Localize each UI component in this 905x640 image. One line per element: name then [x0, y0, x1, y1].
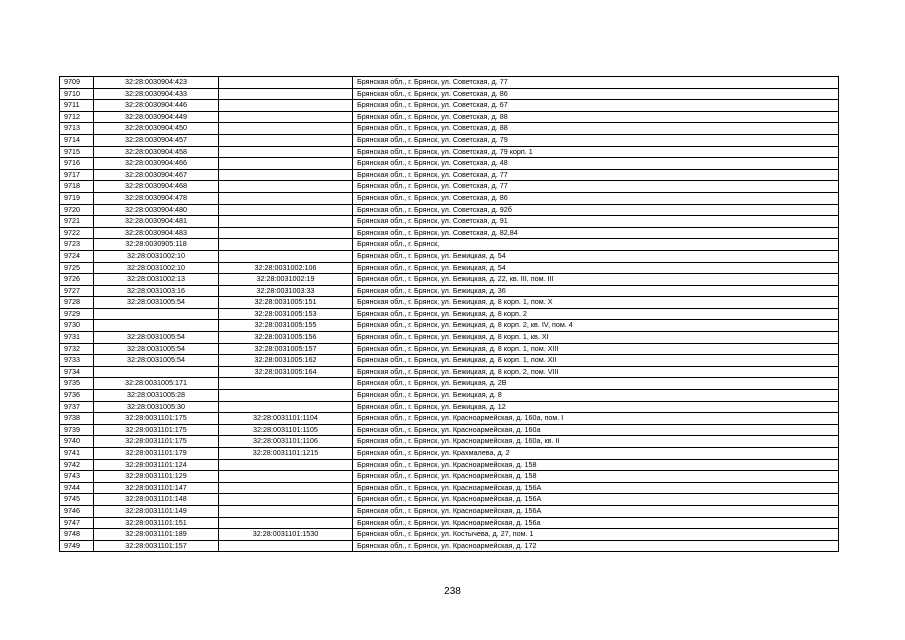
object-number-cell: 32:28:0031101:1105 — [219, 424, 353, 436]
object-number-cell: 32:28:0031101:1530 — [219, 529, 353, 541]
row-number-cell: 9749 — [60, 540, 94, 552]
table-row — [60, 274, 839, 286]
address-cell: Брянская обл., г. Брянск, ул. Красноармейская, д. 158 — [353, 471, 839, 483]
row-number-cell: 9747 — [60, 517, 94, 529]
cadastral-number-cell: 32:28:0030904:467 — [94, 169, 219, 181]
object-number-cell — [219, 378, 353, 390]
cadastral-number-cell: 32:28:0031101:157 — [94, 540, 219, 552]
object-number-cell — [219, 123, 353, 135]
table-row — [60, 355, 839, 367]
page-number: 238 — [444, 586, 461, 597]
address-cell: Брянская обл., г. Брянск, ул. Бежицкая, д. 12 — [353, 401, 839, 413]
address-cell: Брянская обл., г. Брянск, ул. Советская, д. 67 — [353, 100, 839, 112]
cadastral-number-cell: 32:28:0030904:458 — [94, 146, 219, 158]
address-cell: Брянская обл., г. Брянск, ул. Советская, д. 86 — [353, 192, 839, 204]
cadastral-number-cell: 32:28:0031101:148 — [94, 494, 219, 506]
object-number-cell — [219, 146, 353, 158]
cadastral-number-cell: 32:28:0030905:118 — [94, 239, 219, 251]
table-row — [60, 540, 839, 552]
table-row — [60, 181, 839, 193]
object-number-cell — [219, 471, 353, 483]
cadastral-number-cell: 32:28:0031101:129 — [94, 471, 219, 483]
address-cell: Брянская обл., г. Брянск, ул. Советская, д. 77 — [353, 181, 839, 193]
cadastral-number-cell: 32:28:0031005:54 — [94, 297, 219, 309]
table-row — [60, 250, 839, 262]
table-row — [60, 448, 839, 460]
object-number-cell: 32:28:0031002:106 — [219, 262, 353, 274]
row-number-cell: 9718 — [60, 181, 94, 193]
table-row — [60, 436, 839, 448]
table-row — [60, 239, 839, 251]
table-row — [60, 424, 839, 436]
cadastral-number-cell: 32:28:0030904:468 — [94, 181, 219, 193]
address-cell: Брянская обл., г. Брянск, ул. Советская, д. 77 — [353, 77, 839, 89]
cadastral-number-cell: 32:28:0031101:179 — [94, 448, 219, 460]
cadastral-number-cell: 32:28:0031005:54 — [94, 343, 219, 355]
table-row — [60, 308, 839, 320]
address-cell: Брянская обл., г. Брянск, ул. Бежицкая, д. 36 — [353, 285, 839, 297]
cadastral-number-cell: 32:28:0030904:457 — [94, 134, 219, 146]
table-row — [60, 529, 839, 541]
address-cell: Брянская обл., г. Брянск, ул. Бежицкая, д. 8 корп. 1, кв. XI — [353, 332, 839, 344]
row-number-cell: 9723 — [60, 239, 94, 251]
table-row — [60, 227, 839, 239]
cadastral-number-cell: 32:28:0031101:147 — [94, 482, 219, 494]
table-row — [60, 192, 839, 204]
address-cell: Брянская обл., г. Брянск, ул. Костычева, д. 27, пом. 1 — [353, 529, 839, 541]
cadastral-number-cell: 32:28:0030904:480 — [94, 204, 219, 216]
row-number-cell: 9745 — [60, 494, 94, 506]
table-row — [60, 320, 839, 332]
object-number-cell: 32:28:0031101:1104 — [219, 413, 353, 425]
table-row — [60, 343, 839, 355]
table-row — [60, 297, 839, 309]
row-number-cell: 9722 — [60, 227, 94, 239]
table-row — [60, 158, 839, 170]
table-row — [60, 401, 839, 413]
row-number-cell: 9742 — [60, 459, 94, 471]
object-number-cell: 32:28:0031005:153 — [219, 308, 353, 320]
object-number-cell — [219, 192, 353, 204]
address-cell: Брянская обл., г. Брянск, ул. Советская, д. 82,84 — [353, 227, 839, 239]
table-row — [60, 390, 839, 402]
object-number-cell — [219, 227, 353, 239]
row-number-cell: 9712 — [60, 111, 94, 123]
table-row — [60, 77, 839, 89]
cadastral-number-cell: 32:28:0031003:16 — [94, 285, 219, 297]
address-cell: Брянская обл., г. Брянск, ул. Советская, д. 79 — [353, 134, 839, 146]
row-number-cell: 9736 — [60, 390, 94, 402]
row-number-cell: 9725 — [60, 262, 94, 274]
cadastral-number-cell: 32:28:0031101:151 — [94, 517, 219, 529]
row-number-cell: 9738 — [60, 413, 94, 425]
row-number-cell: 9727 — [60, 285, 94, 297]
table-row — [60, 494, 839, 506]
row-number-cell: 9724 — [60, 250, 94, 262]
table-row — [60, 366, 839, 378]
object-number-cell — [219, 390, 353, 402]
table-row — [60, 459, 839, 471]
row-number-cell: 9735 — [60, 378, 94, 390]
cadastral-number-cell: 32:28:0031101:175 — [94, 424, 219, 436]
object-number-cell — [219, 517, 353, 529]
object-number-cell: 32:28:0031003:33 — [219, 285, 353, 297]
address-cell: Брянская обл., г. Брянск, ул. Советская, д. 88 — [353, 123, 839, 135]
object-number-cell: 32:28:0031005:157 — [219, 343, 353, 355]
object-number-cell — [219, 158, 353, 170]
address-cell: Брянская обл., г. Брянск, ул. Советская, д. 48 — [353, 158, 839, 170]
cadastral-number-cell: 32:28:0031005:28 — [94, 390, 219, 402]
address-cell: Брянская обл., г. Брянск, ул. Советская, д. 77 — [353, 169, 839, 181]
address-cell: Брянская обл., г. Брянск, ул. Красноармейская, д. 160а, пом. I — [353, 413, 839, 425]
row-number-cell: 9746 — [60, 505, 94, 517]
address-cell: Брянская обл., г. Брянск, ул. Красноармейская, д. 156А — [353, 494, 839, 506]
address-cell: Брянская обл., г. Брянск, ул. Бежицкая, д. 22, кв. III, пом. III — [353, 274, 839, 286]
row-number-cell: 9726 — [60, 274, 94, 286]
row-number-cell: 9740 — [60, 436, 94, 448]
address-cell: Брянская обл., г. Брянск, ул. Бежицкая, д. 8 корп. 1, пом. XIII — [353, 343, 839, 355]
object-number-cell — [219, 482, 353, 494]
address-cell: Брянская обл., г. Брянск, ул. Красноармейская, д. 160а — [353, 424, 839, 436]
table-row — [60, 482, 839, 494]
cadastral-number-cell: 32:28:0031101:175 — [94, 436, 219, 448]
row-number-cell: 9734 — [60, 366, 94, 378]
table-row — [60, 100, 839, 112]
address-cell: Брянская обл., г. Брянск, ул. Бежицкая, д. 8 корп. 1, пом. XII — [353, 355, 839, 367]
object-number-cell — [219, 250, 353, 262]
cadastral-number-cell: 32:28:0031005:30 — [94, 401, 219, 413]
row-number-cell: 9713 — [60, 123, 94, 135]
object-number-cell — [219, 540, 353, 552]
cadastral-number-cell: 32:28:0030904:450 — [94, 123, 219, 135]
object-number-cell: 32:28:0031101:1106 — [219, 436, 353, 448]
cadastral-number-cell: 32:28:0031101:124 — [94, 459, 219, 471]
row-number-cell: 9730 — [60, 320, 94, 332]
row-number-cell: 9729 — [60, 308, 94, 320]
row-number-cell: 9732 — [60, 343, 94, 355]
row-number-cell: 9717 — [60, 169, 94, 181]
address-cell: Брянская обл., г. Брянск, ул. Бежицкая, д. 8 корп. 2, пом. VIII — [353, 366, 839, 378]
object-number-cell: 32:28:0031002:19 — [219, 274, 353, 286]
object-number-cell: 32:28:0031005:162 — [219, 355, 353, 367]
row-number-cell: 9748 — [60, 529, 94, 541]
cadastral-number-cell — [94, 366, 219, 378]
address-cell: Брянская обл., г. Брянск, ул. Бежицкая, д. 8 — [353, 390, 839, 402]
object-number-cell — [219, 401, 353, 413]
table-row — [60, 285, 839, 297]
row-number-cell: 9721 — [60, 216, 94, 228]
row-number-cell: 9728 — [60, 297, 94, 309]
object-number-cell — [219, 169, 353, 181]
cadastral-number-cell: 32:28:0031005:171 — [94, 378, 219, 390]
object-number-cell: 32:28:0031005:156 — [219, 332, 353, 344]
object-number-cell: 32:28:0031101:1215 — [219, 448, 353, 460]
cadastral-number-cell: 32:28:0031101:189 — [94, 529, 219, 541]
object-number-cell — [219, 239, 353, 251]
cadastral-number-cell: 32:28:0031002:10 — [94, 262, 219, 274]
address-cell: Брянская обл., г. Брянск, ул. Советская, д. 91 — [353, 216, 839, 228]
table-row — [60, 378, 839, 390]
row-number-cell: 9710 — [60, 88, 94, 100]
address-cell: Брянская обл., г. Брянск, ул. Бежицкая, д. 2В — [353, 378, 839, 390]
object-number-cell: 32:28:0031005:151 — [219, 297, 353, 309]
table-row — [60, 146, 839, 158]
address-cell: Брянская обл., г. Брянск, ул. Бежицкая, д. 54 — [353, 250, 839, 262]
object-number-cell — [219, 204, 353, 216]
table-row — [60, 88, 839, 100]
table-row — [60, 413, 839, 425]
row-number-cell: 9711 — [60, 100, 94, 112]
address-cell: Брянская обл., г. Брянск, ул. Красноармейская, д. 158 — [353, 459, 839, 471]
registry-table — [59, 76, 839, 552]
address-cell: Брянская обл., г. Брянск, ул. Красноармейская, д. 156а — [353, 517, 839, 529]
address-cell: Брянская обл., г. Брянск, ул. Красноармейская, д. 156А — [353, 482, 839, 494]
row-number-cell: 9714 — [60, 134, 94, 146]
table-row — [60, 505, 839, 517]
table-row — [60, 262, 839, 274]
cadastral-number-cell: 32:28:0030904:423 — [94, 77, 219, 89]
row-number-cell: 9739 — [60, 424, 94, 436]
object-number-cell — [219, 494, 353, 506]
cadastral-number-cell: 32:28:0031101:149 — [94, 505, 219, 517]
address-cell: Брянская обл., г. Брянск, ул. Красноармейская, д. 172 — [353, 540, 839, 552]
row-number-cell: 9744 — [60, 482, 94, 494]
table-row — [60, 471, 839, 483]
cadastral-number-cell — [94, 320, 219, 332]
object-number-cell — [219, 134, 353, 146]
cadastral-number-cell — [94, 308, 219, 320]
cadastral-number-cell: 32:28:0031002:13 — [94, 274, 219, 286]
row-number-cell: 9719 — [60, 192, 94, 204]
row-number-cell: 9741 — [60, 448, 94, 460]
table-row — [60, 169, 839, 181]
cadastral-number-cell: 32:28:0031002:10 — [94, 250, 219, 262]
address-cell: Брянская обл., г. Брянск, ул. Бежицкая, д. 8 корп. 1, пом. X — [353, 297, 839, 309]
registry-table-container — [59, 76, 838, 552]
address-cell: Брянская обл., г. Брянск, — [353, 239, 839, 251]
table-row — [60, 332, 839, 344]
address-cell: Брянская обл., г. Брянск, ул. Бежицкая, д. 8 корп. 2 — [353, 308, 839, 320]
cadastral-number-cell: 32:28:0030904:466 — [94, 158, 219, 170]
object-number-cell — [219, 459, 353, 471]
row-number-cell: 9709 — [60, 77, 94, 89]
object-number-cell — [219, 111, 353, 123]
table-row — [60, 517, 839, 529]
address-cell: Брянская обл., г. Брянск, ул. Бежицкая, д. 8 корп. 2, кв. IV, пом. 4 — [353, 320, 839, 332]
address-cell: Брянская обл., г. Брянск, ул. Советская, д. 86 — [353, 88, 839, 100]
table-row — [60, 216, 839, 228]
row-number-cell: 9720 — [60, 204, 94, 216]
row-number-cell: 9733 — [60, 355, 94, 367]
object-number-cell — [219, 88, 353, 100]
row-number-cell: 9737 — [60, 401, 94, 413]
row-number-cell: 9743 — [60, 471, 94, 483]
cadastral-number-cell: 32:28:0031005:54 — [94, 355, 219, 367]
row-number-cell: 9731 — [60, 332, 94, 344]
table-row — [60, 123, 839, 135]
row-number-cell: 9715 — [60, 146, 94, 158]
object-number-cell — [219, 100, 353, 112]
address-cell: Брянская обл., г. Брянск, ул. Советская, д. 88 — [353, 111, 839, 123]
cadastral-number-cell: 32:28:0030904:449 — [94, 111, 219, 123]
cadastral-number-cell: 32:28:0031101:175 — [94, 413, 219, 425]
address-cell: Брянская обл., г. Брянск, ул. Красноармейская, д. 160а, кв. II — [353, 436, 839, 448]
object-number-cell — [219, 77, 353, 89]
registry-table-body — [60, 77, 839, 552]
object-number-cell — [219, 181, 353, 193]
row-number-cell: 9716 — [60, 158, 94, 170]
object-number-cell — [219, 216, 353, 228]
cadastral-number-cell: 32:28:0030904:481 — [94, 216, 219, 228]
address-cell: Брянская обл., г. Брянск, ул. Бежицкая, д. 54 — [353, 262, 839, 274]
cadastral-number-cell: 32:28:0030904:483 — [94, 227, 219, 239]
object-number-cell — [219, 505, 353, 517]
cadastral-number-cell: 32:28:0030904:478 — [94, 192, 219, 204]
object-number-cell: 32:28:0031005:155 — [219, 320, 353, 332]
table-row — [60, 134, 839, 146]
address-cell: Брянская обл., г. Брянск, ул. Красноармейская, д. 156А — [353, 505, 839, 517]
object-number-cell: 32:28:0031005:164 — [219, 366, 353, 378]
address-cell: Брянская обл., г. Брянск, ул. Советская, д. 92б — [353, 204, 839, 216]
table-row — [60, 204, 839, 216]
table-row — [60, 111, 839, 123]
address-cell: Брянская обл., г. Брянск, ул. Советская, д. 79 корп. 1 — [353, 146, 839, 158]
address-cell: Брянская обл., г. Брянск, ул. Крахмалева, д. 2 — [353, 448, 839, 460]
cadastral-number-cell: 32:28:0031005:54 — [94, 332, 219, 344]
cadastral-number-cell: 32:28:0030904:433 — [94, 88, 219, 100]
cadastral-number-cell: 32:28:0030904:446 — [94, 100, 219, 112]
